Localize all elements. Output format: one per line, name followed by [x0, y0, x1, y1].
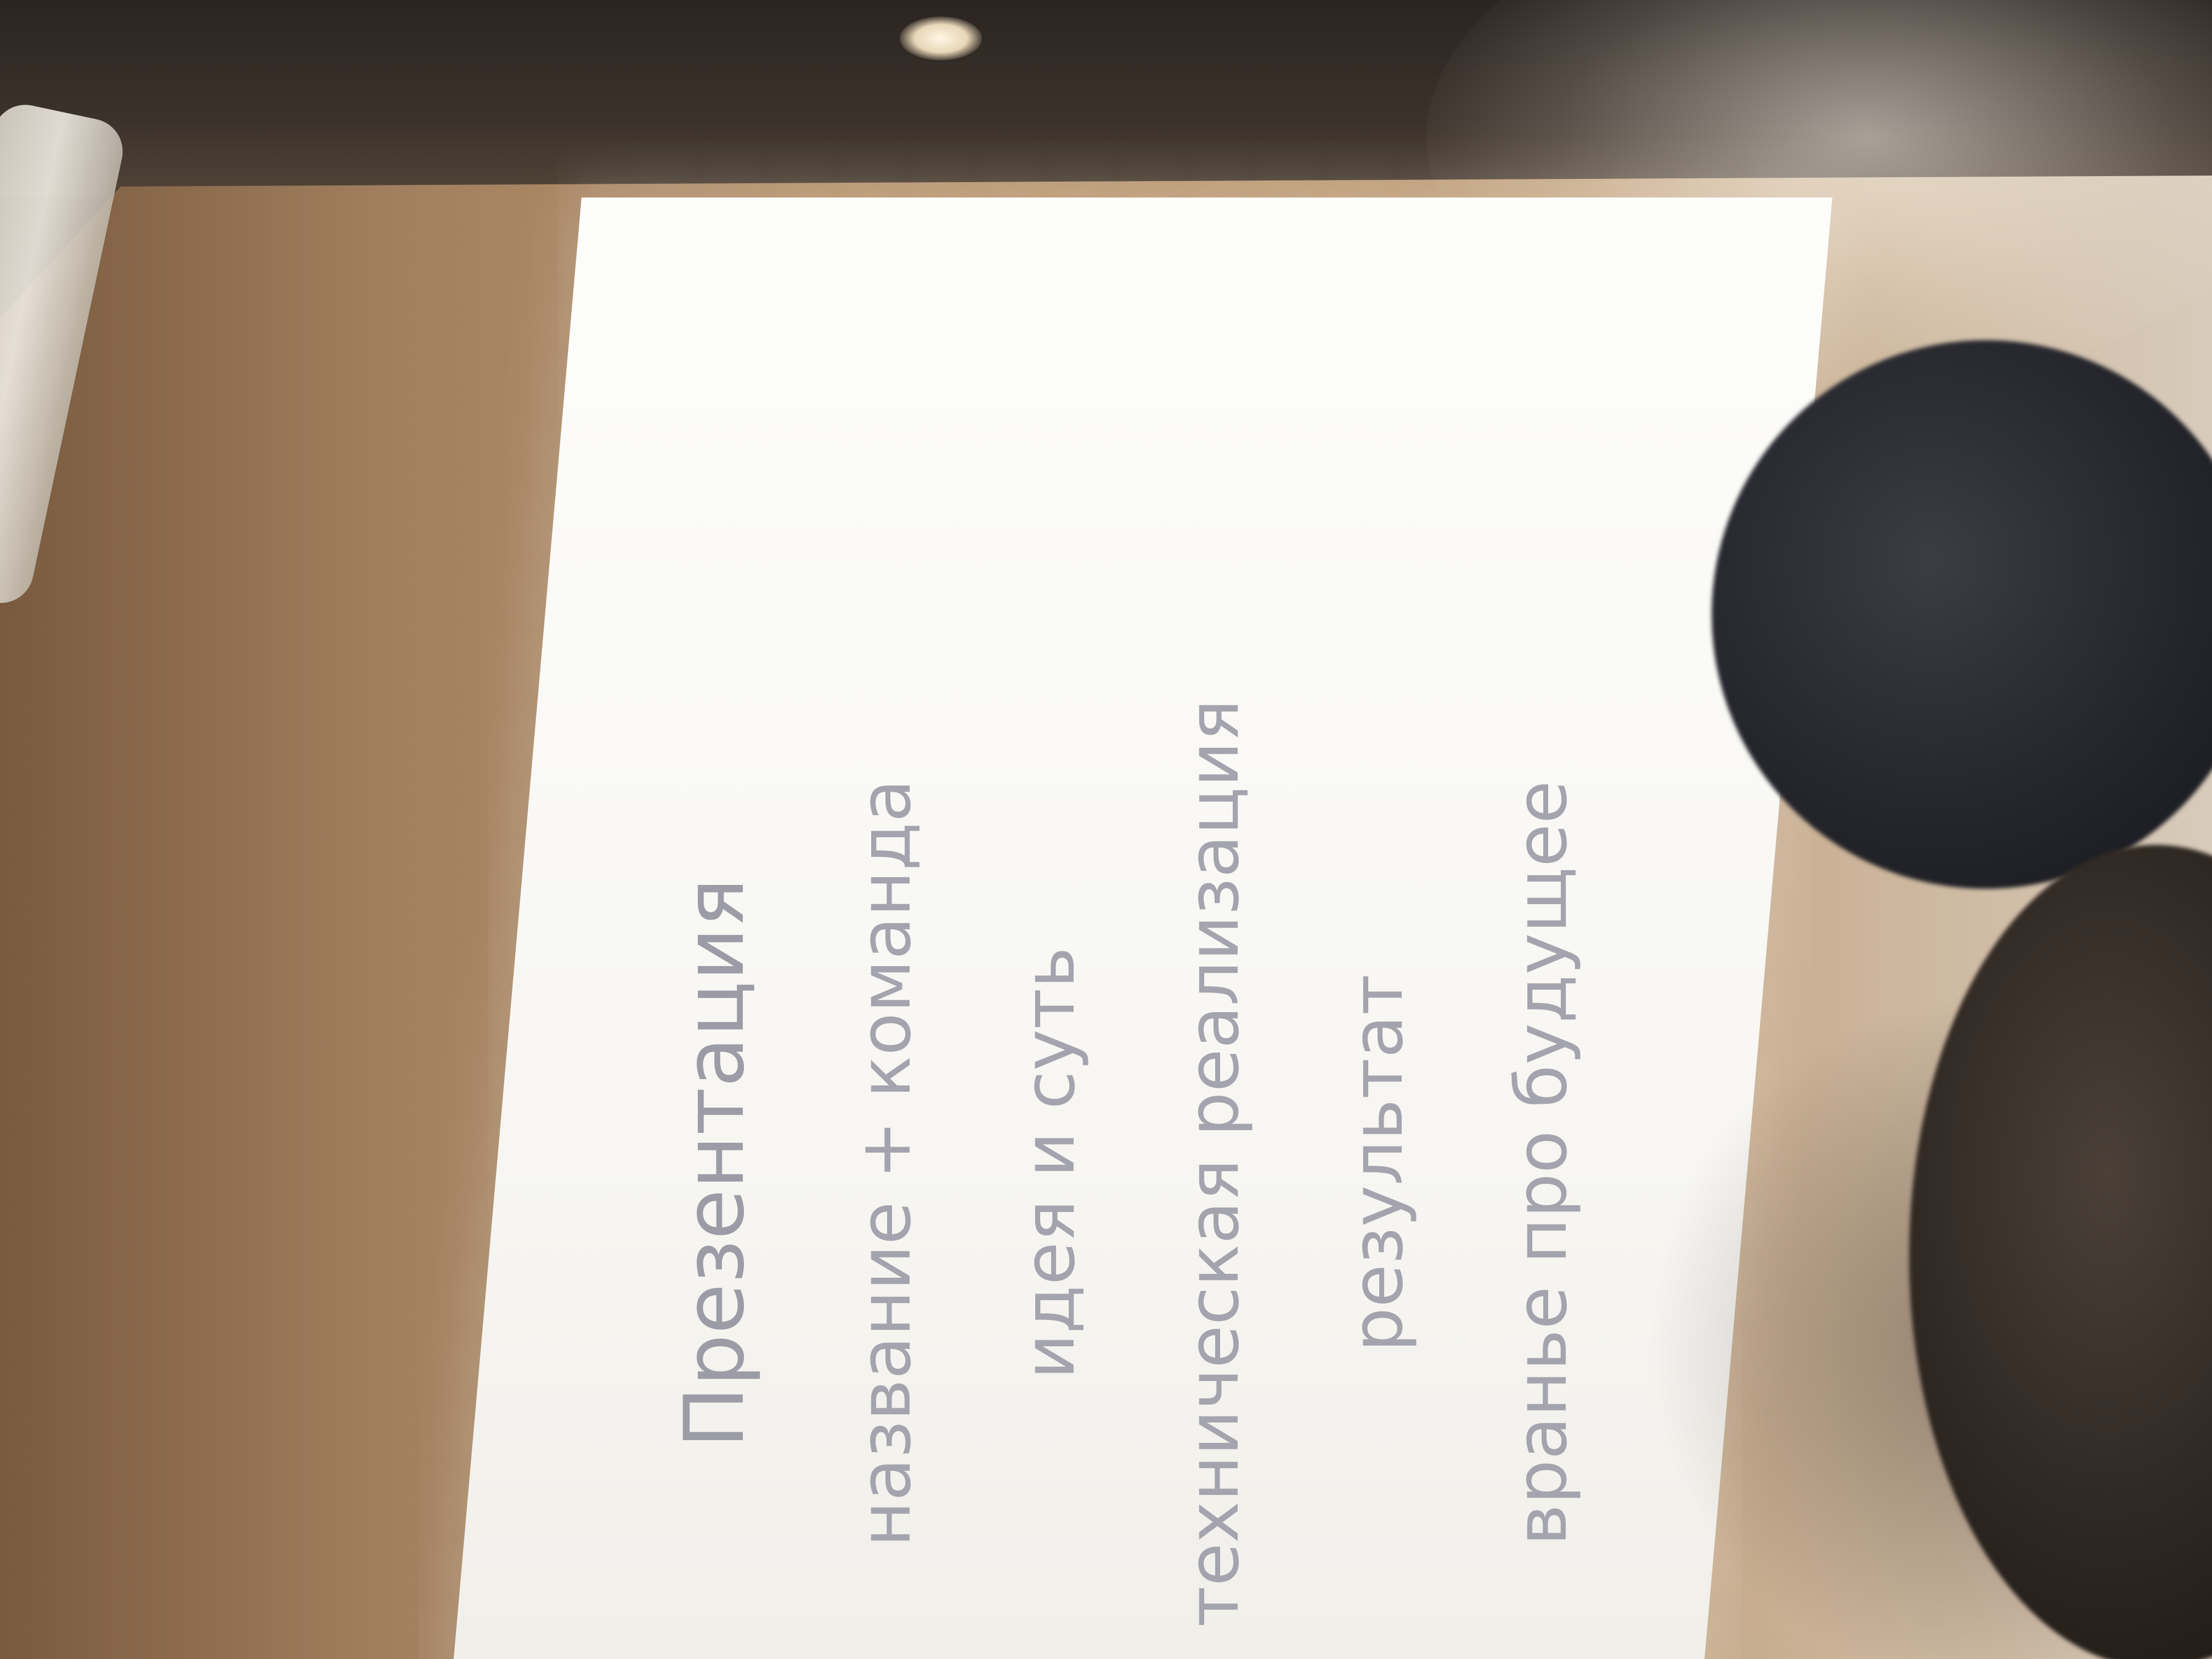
ceiling-light — [900, 16, 982, 60]
slide-item-idea: идея и суть — [1008, 946, 1091, 1380]
slide-item-name-team: название + команда — [844, 779, 927, 1547]
slide-title: Презентация — [667, 878, 763, 1448]
slide-item-future: вранье про будущее — [1500, 780, 1583, 1546]
slide-item-result: результат — [1336, 974, 1419, 1352]
slide-item-tech: техническая реализация — [1172, 699, 1255, 1627]
slide-content — [576, 614, 1673, 1659]
